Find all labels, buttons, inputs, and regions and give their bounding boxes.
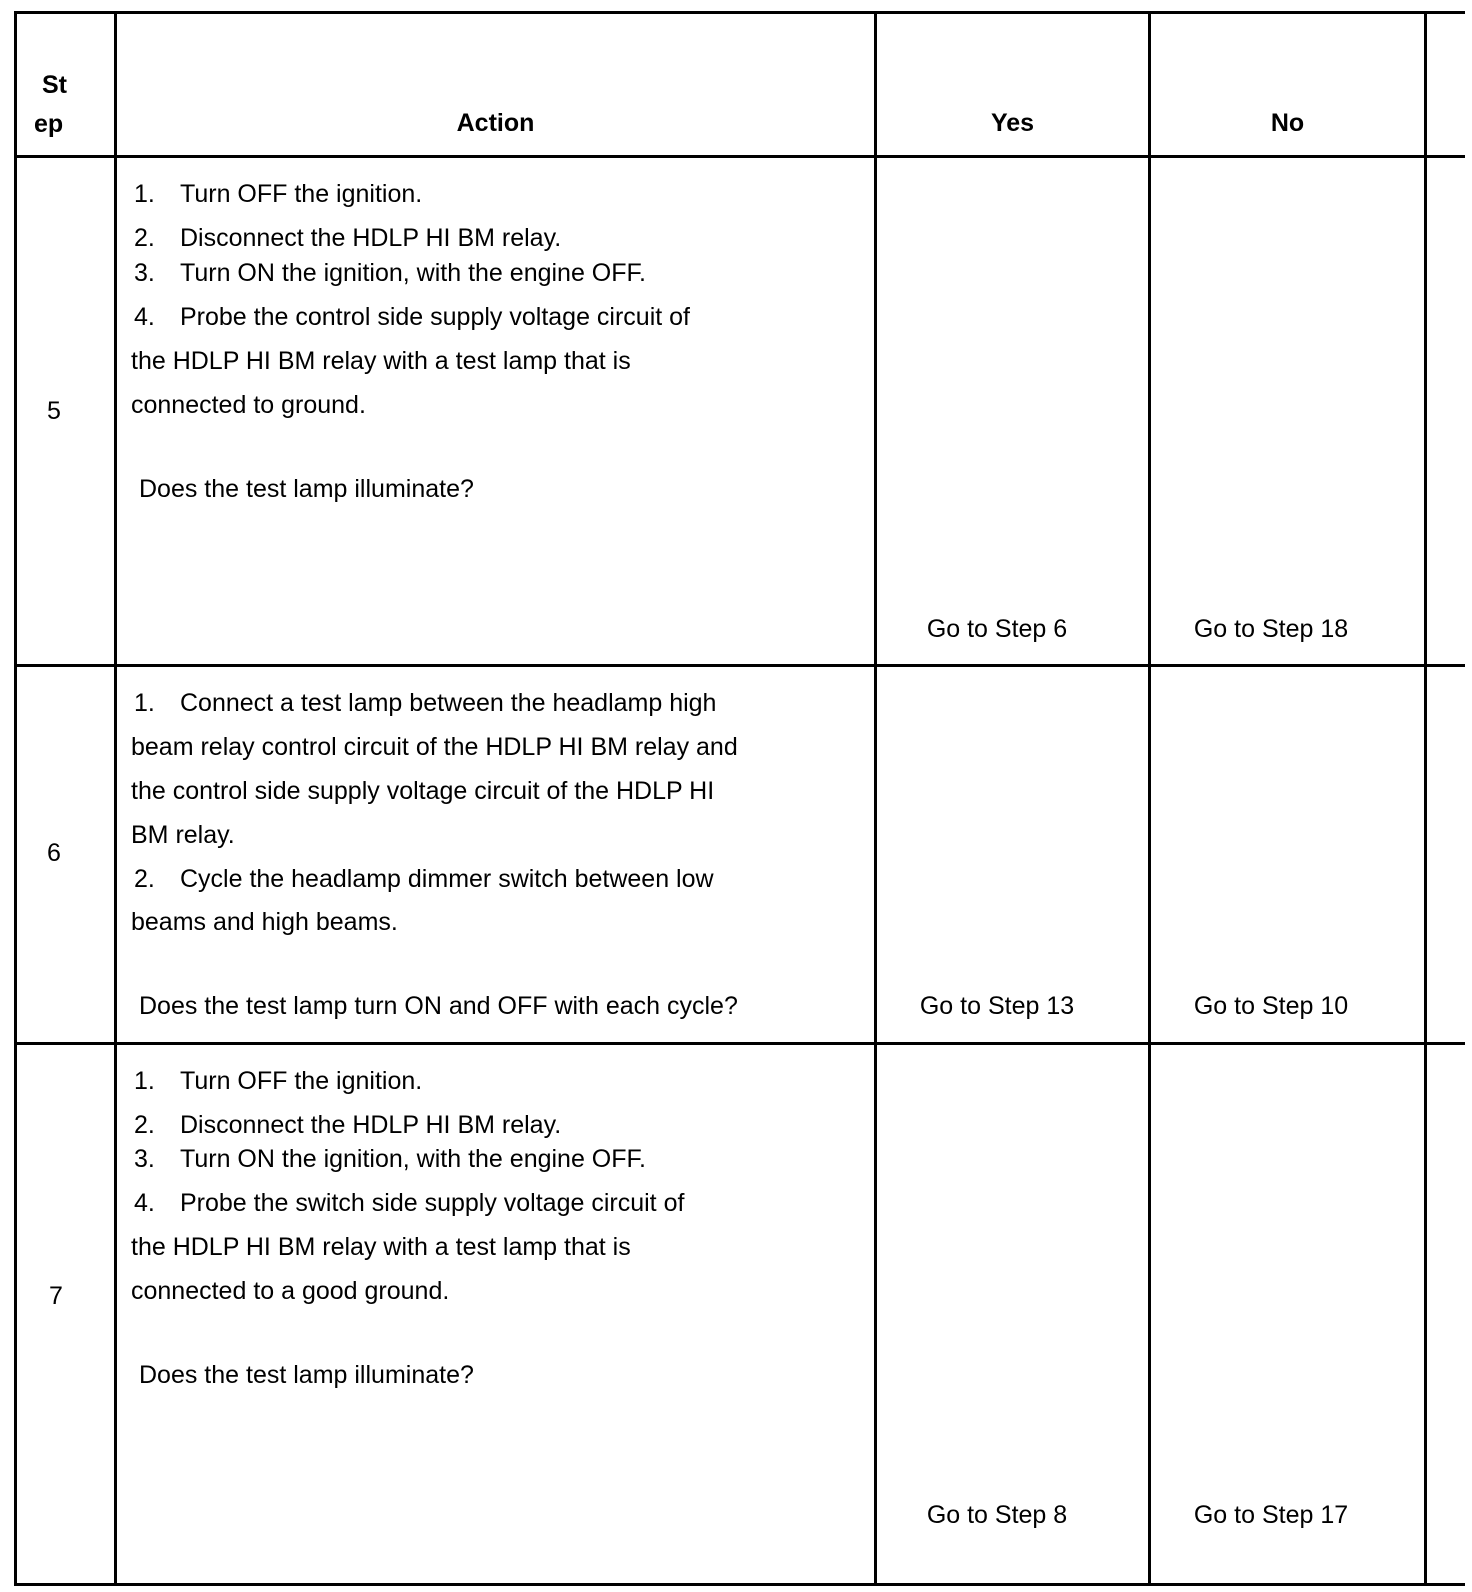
action-item [134, 179, 422, 209]
action-item [134, 1110, 561, 1140]
item-text: Cycle the headlamp dimmer switch between low [180, 865, 714, 893]
item-number: 3. [134, 259, 155, 287]
header-yes: Yes [990, 109, 1035, 137]
header-action: Action [456, 109, 535, 137]
row-divider-6-7 [14, 1042, 1465, 1045]
item-text: Turn OFF the ignition. [180, 180, 423, 208]
yes-result: Go to Step 8 [926, 1501, 1068, 1529]
action-item [134, 1066, 422, 1096]
action-question: Does the test lamp illuminate? [139, 1361, 474, 1389]
item-text: Probe the control side supply voltage circuit of [180, 303, 690, 331]
action-continuation: beams and high beams. [131, 908, 398, 936]
item-number: 4. [134, 1189, 155, 1217]
no-result: Go to Step 10 [1193, 992, 1349, 1020]
header-divider [14, 155, 1465, 158]
action-item [134, 864, 714, 894]
table-border-right [1424, 11, 1427, 1586]
item-number: 1. [134, 180, 155, 208]
header-step-line1: St [42, 71, 67, 99]
item-number: 1. [134, 689, 155, 717]
column-divider-action [874, 11, 877, 1586]
action-continuation: beam relay control circuit of the HDLP HI BM relay and [131, 733, 738, 761]
action-continuation: connected to a good ground. [131, 1277, 450, 1305]
action-item [134, 223, 561, 253]
action-continuation: connected to ground. [131, 391, 366, 419]
action-item [134, 258, 646, 288]
item-text: Disconnect the HDLP HI BM relay. [180, 224, 562, 252]
no-result: Go to Step 17 [1193, 1501, 1349, 1529]
item-number: 3. [134, 1145, 155, 1173]
action-item [134, 1188, 684, 1218]
item-number: 4. [134, 303, 155, 331]
action-item [134, 1144, 646, 1174]
column-divider-yes [1148, 11, 1151, 1586]
item-text: Connect a test lamp between the headlamp high [180, 689, 717, 717]
header-no: No [1270, 109, 1305, 137]
row-divider-5-6 [14, 664, 1465, 667]
item-number: 2. [134, 865, 155, 893]
action-item [134, 688, 716, 718]
column-divider-step [114, 11, 117, 1586]
action-question: Does the test lamp illuminate? [139, 475, 474, 503]
header-step-line2: ep [34, 110, 64, 138]
item-text: Turn OFF the ignition. [180, 1067, 423, 1095]
step-number: 7 [49, 1282, 63, 1310]
action-continuation: the HDLP HI BM relay with a test lamp that is [131, 347, 631, 375]
item-text: Probe the switch side supply voltage circuit of [180, 1189, 685, 1217]
yes-result: Go to Step 6 [926, 615, 1068, 643]
action-continuation: the control side supply voltage circuit of the HDLP HI [131, 777, 715, 805]
action-continuation: BM relay. [131, 821, 235, 849]
action-item [134, 302, 690, 332]
yes-result: Go to Step 13 [919, 992, 1075, 1020]
no-result: Go to Step 18 [1193, 615, 1349, 643]
item-text: Disconnect the HDLP HI BM relay. [180, 1111, 562, 1139]
action-continuation: the HDLP HI BM relay with a test lamp that is [131, 1233, 631, 1261]
action-question: Does the test lamp turn ON and OFF with each cycle? [139, 992, 738, 1020]
item-number: 1. [134, 1067, 155, 1095]
table-border-left [14, 11, 17, 1586]
table-border-bottom [14, 1583, 1465, 1586]
step-number: 5 [47, 397, 61, 425]
item-text: Turn ON the ignition, with the engine OFF. [180, 259, 646, 287]
table-border-top [14, 11, 1465, 14]
item-number: 2. [134, 1111, 155, 1139]
step-number: 6 [47, 839, 61, 867]
item-text: Turn ON the ignition, with the engine OFF. [180, 1145, 646, 1173]
item-number: 2. [134, 224, 155, 252]
